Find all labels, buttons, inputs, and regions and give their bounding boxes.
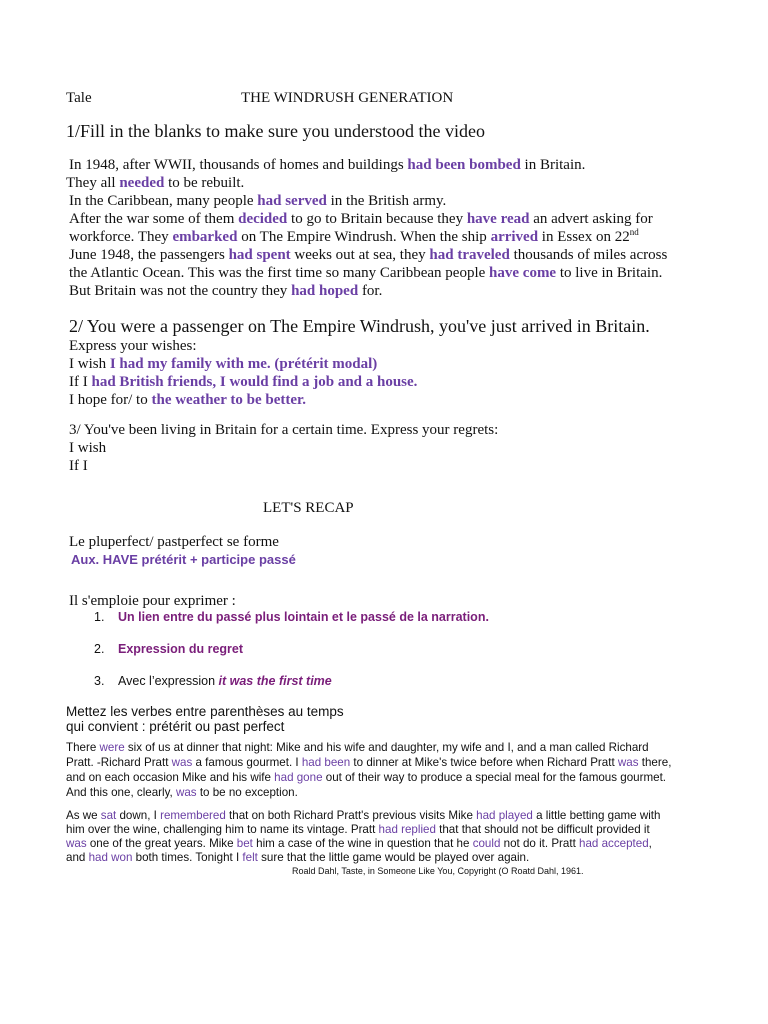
answer: had spent — [228, 247, 291, 263]
exercise-line: and on each occasion Mike and his wife had gone out of their way to produce a special meal for the famous gourmet. — [66, 771, 667, 784]
answer: had been bombed — [407, 157, 521, 173]
exercise-line: and had won both times. Tonight I felt sure that the little game would be played over again. — [66, 851, 530, 864]
recap-formula: Aux. HAVE prétérit + participe passé — [71, 552, 296, 567]
exercise-line: him over the wine, challenging him to name its vintage. Pratt had replied that that should not be difficult provided it — [66, 823, 650, 836]
recap-title: LET'S RECAP — [263, 500, 354, 516]
regret-wish-line: I wish — [69, 440, 107, 456]
page-title: THE WINDRUSH GENERATION — [241, 90, 454, 106]
exercise-line: There were six of us at dinner that night: Mike and his wife and daughter, my wife and I, and a man called Richard — [66, 741, 649, 754]
section3-heading: 3/ You've been living in Britain for a certain time. Express your regrets: — [69, 422, 499, 438]
answer: had served — [257, 193, 327, 209]
answer: have come — [489, 265, 557, 281]
answer: had won — [88, 851, 133, 864]
hope-line: I hope for/ to the weather to be better. — [69, 392, 307, 408]
answer: had British friends, I would find a job and a house. — [91, 374, 418, 390]
answer: felt — [242, 851, 258, 864]
recap-item: 2. Expression du regret — [94, 642, 244, 656]
s1-line: workforce. They embarked on The Empire Windrush. When the ship arrived in Essex on 22nd — [69, 227, 639, 245]
recap-forme: Le pluperfect/ pastperfect se forme — [69, 534, 279, 550]
answer: had played — [476, 809, 533, 822]
answer: was — [171, 756, 193, 769]
answer: was — [175, 786, 197, 799]
answer: needed — [119, 175, 165, 191]
exercise-line: As we sat down, I remembered that on both Richard Pratt's previous visits Mike had played a little betting game with — [66, 809, 661, 822]
answer: the weather to be better. — [151, 392, 307, 408]
if-line: If I had British friends, I would find a job and a house. — [69, 374, 418, 390]
recap-usage: Il s'emploie pour exprimer : — [69, 593, 236, 609]
recap-item: 1. Un lien entre du passé plus lointain et le passé de la narration. — [94, 610, 489, 624]
answer: was — [617, 756, 639, 769]
answer: had gone — [274, 771, 323, 784]
section2-heading: 2/ You were a passenger on The Empire Windrush, you've just arrived in Britain. — [69, 316, 650, 336]
exercise-line: was one of the great years. Mike bet him a case of the wine in question that he could not do it. Pratt had accepted, — [66, 837, 652, 850]
recap-item: 3. Avec l’expression it was the first time — [94, 674, 332, 688]
s1-line: June 1948, the passengers had spent weeks out at sea, they had traveled thousands of miles across — [69, 247, 668, 263]
answer: had hoped — [291, 283, 359, 299]
answer: had replied — [378, 823, 436, 836]
s1-line: the Atlantic Ocean. This was the first time so many Caribbean people have come to live in Britain. — [69, 265, 663, 281]
s1-line: In 1948, after WWII, thousands of homes and buildings had been bombed in Britain. — [69, 157, 586, 173]
answer: had been — [301, 756, 351, 769]
answer: could — [472, 837, 501, 850]
answer: arrived — [490, 229, 539, 245]
answer: have read — [466, 211, 530, 227]
s1-line: In the Caribbean, many people had served in the British army. — [69, 193, 447, 209]
answer: I had my family with me. (prétérit modal) — [109, 356, 378, 372]
answer: remembered — [160, 809, 226, 822]
s1-line: But Britain was not the country they had hoped for. — [69, 283, 383, 299]
section1-heading: 1/Fill in the blanks to make sure you understood the video — [66, 121, 485, 141]
answer: had accepted — [579, 837, 649, 850]
answer: embarked — [172, 229, 238, 245]
exercise-instruction: qui convient : prétérit ou past perfect — [66, 719, 285, 734]
exercise-line: Pratt. -Richard Pratt was a famous gourmet. I had been to dinner at Mike's twice before when Richard Pratt was there, — [66, 756, 672, 769]
answer: had traveled — [429, 247, 510, 263]
citation: Roald Dahl, Taste, in Someone Like You, Copyright (O Roatd Dahl, 1961. — [292, 866, 584, 876]
exercise-line: And this one, clearly, was to be no exception. — [66, 786, 298, 799]
tale-label: Tale — [66, 90, 92, 106]
answer: decided — [238, 211, 288, 227]
answer: bet — [236, 837, 253, 850]
answer: were — [99, 741, 125, 754]
wish-line: I wish I had my family with me. (prétérit modal) — [69, 356, 378, 372]
exercise-instruction: Mettez les verbes entre parenthèses au temps — [66, 704, 344, 719]
answer: sat — [100, 809, 117, 822]
regret-if-line: If I — [69, 458, 88, 474]
answer: was — [66, 837, 87, 850]
s1-line: They all needed to be rebuilt. — [66, 175, 245, 191]
wishes-prompt: Express your wishes: — [69, 338, 197, 354]
s1-line: After the war some of them decided to go to Britain because they have read an advert asking for — [69, 211, 653, 227]
